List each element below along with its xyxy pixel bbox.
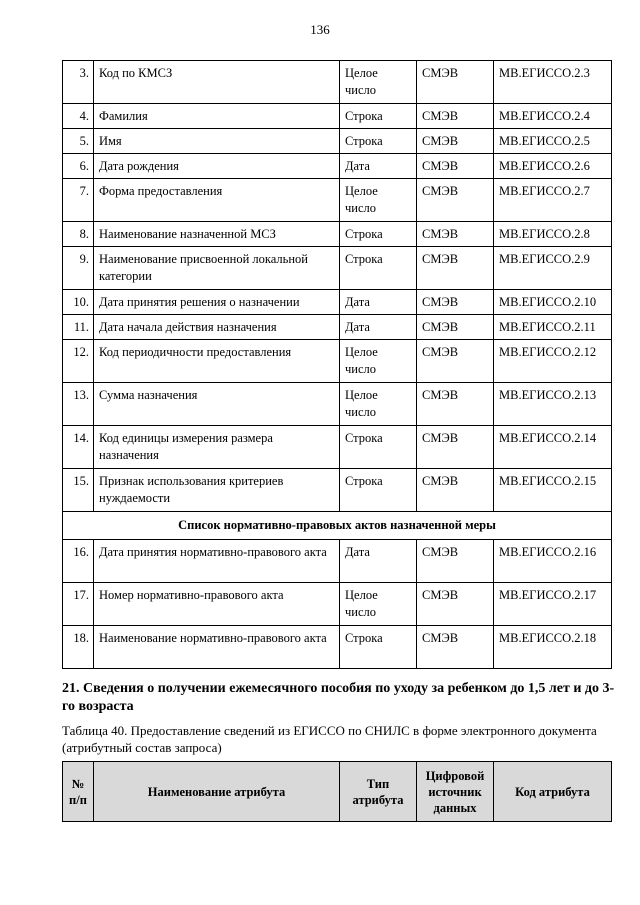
cell-source: СМЭВ bbox=[417, 315, 494, 340]
table-row bbox=[63, 426, 612, 469]
cell-code: МВ.ЕГИССО.2.9 bbox=[494, 247, 612, 290]
page-number: 136 bbox=[310, 22, 330, 37]
cell-source: СМЭВ bbox=[417, 540, 494, 583]
cell-name: Код по КМСЗ bbox=[94, 61, 340, 104]
cell-code: МВ.ЕГИССО.2.3 bbox=[494, 61, 612, 104]
cell-code: МВ.ЕГИССО.2.17 bbox=[494, 583, 612, 626]
cell-type: Целое число bbox=[340, 583, 417, 626]
cell-type: Строка bbox=[340, 129, 417, 154]
request-attributes-table bbox=[62, 761, 612, 822]
cell-type: Целое число bbox=[340, 383, 417, 426]
cell-source: СМЭВ bbox=[417, 104, 494, 129]
cell-code: МВ.ЕГИССО.2.10 bbox=[494, 290, 612, 315]
cell-name: Наименование присвоенной локальной категории bbox=[94, 247, 340, 290]
cell-num: 18. bbox=[63, 626, 94, 669]
table-row bbox=[63, 61, 612, 104]
table-row bbox=[63, 104, 612, 129]
cell-num: 3. bbox=[63, 61, 94, 104]
cell-type: Целое число bbox=[340, 179, 417, 222]
cell-name: Дата принятия нормативно-правового акта bbox=[94, 540, 340, 583]
cell-name: Код периодичности предоставления bbox=[94, 340, 340, 383]
cell-name: Дата начала действия назначения bbox=[94, 315, 340, 340]
table-row bbox=[63, 222, 612, 247]
header-code: Код атрибута bbox=[494, 762, 612, 822]
section-title: Список нормативно-правовых актов назначенной меры bbox=[63, 512, 612, 540]
cell-type: Строка bbox=[340, 626, 417, 669]
table-row bbox=[63, 290, 612, 315]
table-row bbox=[63, 247, 612, 290]
cell-num: 9. bbox=[63, 247, 94, 290]
header-source: Цифровой источник данных bbox=[417, 762, 494, 822]
section-row bbox=[63, 512, 612, 540]
cell-num: 8. bbox=[63, 222, 94, 247]
table-row bbox=[63, 315, 612, 340]
cell-name: Имя bbox=[94, 129, 340, 154]
cell-name: Признак использования критериев нуждаемости bbox=[94, 469, 340, 512]
cell-source: СМЭВ bbox=[417, 179, 494, 222]
cell-source: СМЭВ bbox=[417, 222, 494, 247]
cell-num: 6. bbox=[63, 154, 94, 179]
cell-num: 10. bbox=[63, 290, 94, 315]
cell-source: СМЭВ bbox=[417, 426, 494, 469]
cell-type: Целое число bbox=[340, 340, 417, 383]
cell-num: 15. bbox=[63, 469, 94, 512]
cell-num: 16. bbox=[63, 540, 94, 583]
cell-name: Номер нормативно-правового акта bbox=[94, 583, 340, 626]
cell-num: 7. bbox=[63, 179, 94, 222]
cell-name: Наименование нормативно-правового акта bbox=[94, 626, 340, 669]
cell-code: МВ.ЕГИССО.2.13 bbox=[494, 383, 612, 426]
cell-name: Код единицы измерения размера назначения bbox=[94, 426, 340, 469]
cell-code: МВ.ЕГИССО.2.18 bbox=[494, 626, 612, 669]
cell-code: МВ.ЕГИССО.2.11 bbox=[494, 315, 612, 340]
cell-source: СМЭВ bbox=[417, 129, 494, 154]
cell-source: СМЭВ bbox=[417, 290, 494, 315]
cell-type: Строка bbox=[340, 426, 417, 469]
header-name: Наименование атрибута bbox=[94, 762, 340, 822]
cell-code: МВ.ЕГИССО.2.8 bbox=[494, 222, 612, 247]
cell-num: 14. bbox=[63, 426, 94, 469]
cell-code: МВ.ЕГИССО.2.14 bbox=[494, 426, 612, 469]
cell-source: СМЭВ bbox=[417, 154, 494, 179]
cell-type: Целое число bbox=[340, 61, 417, 104]
cell-name: Фамилия bbox=[94, 104, 340, 129]
table-row bbox=[63, 154, 612, 179]
cell-num: 13. bbox=[63, 383, 94, 426]
cell-source: СМЭВ bbox=[417, 626, 494, 669]
cell-source: СМЭВ bbox=[417, 340, 494, 383]
cell-num: 12. bbox=[63, 340, 94, 383]
cell-type: Дата bbox=[340, 540, 417, 583]
cell-type: Строка bbox=[340, 469, 417, 512]
cell-type: Строка bbox=[340, 104, 417, 129]
cell-code: МВ.ЕГИССО.2.7 bbox=[494, 179, 612, 222]
cell-code: МВ.ЕГИССО.2.16 bbox=[494, 540, 612, 583]
cell-type: Дата bbox=[340, 315, 417, 340]
table-row bbox=[63, 383, 612, 426]
header-type: Тип атрибута bbox=[340, 762, 417, 822]
cell-code: МВ.ЕГИССО.2.6 bbox=[494, 154, 612, 179]
cell-name: Форма предоставления bbox=[94, 179, 340, 222]
table-row bbox=[63, 179, 612, 222]
cell-code: МВ.ЕГИССО.2.12 bbox=[494, 340, 612, 383]
cell-type: Дата bbox=[340, 154, 417, 179]
table-row bbox=[63, 540, 612, 583]
cell-name: Дата рождения bbox=[94, 154, 340, 179]
cell-type: Дата bbox=[340, 290, 417, 315]
cell-code: МВ.ЕГИССО.2.4 bbox=[494, 104, 612, 129]
table-header-row bbox=[63, 762, 612, 822]
cell-name: Сумма назначения bbox=[94, 383, 340, 426]
table-row bbox=[63, 340, 612, 383]
table-row bbox=[63, 469, 612, 512]
table-row bbox=[63, 583, 612, 626]
cell-num: 4. bbox=[63, 104, 94, 129]
cell-type: Строка bbox=[340, 247, 417, 290]
cell-source: СМЭВ bbox=[417, 383, 494, 426]
table-caption: Таблица 40. Предоставление сведений из ЕГИССО по СНИЛС в форме электронного документа (атрибутный состав запроса) bbox=[62, 723, 597, 755]
section-heading: 21. Сведения о получении ежемесячного пособия по уходу за ребенком до 1,5 лет и до 3-го возраста bbox=[62, 681, 615, 714]
cell-num: 17. bbox=[63, 583, 94, 626]
cell-code: МВ.ЕГИССО.2.5 bbox=[494, 129, 612, 154]
cell-num: 5. bbox=[63, 129, 94, 154]
header-num: № п/п bbox=[63, 762, 94, 822]
cell-name: Наименование назначенной МСЗ bbox=[94, 222, 340, 247]
cell-type: Строка bbox=[340, 222, 417, 247]
table-row bbox=[63, 129, 612, 154]
cell-source: СМЭВ bbox=[417, 247, 494, 290]
table-row bbox=[63, 626, 612, 669]
cell-source: СМЭВ bbox=[417, 469, 494, 512]
cell-name: Дата принятия решения о назначении bbox=[94, 290, 340, 315]
cell-source: СМЭВ bbox=[417, 583, 494, 626]
attributes-table-body bbox=[63, 61, 612, 669]
attributes-table bbox=[62, 60, 612, 669]
cell-num: 11. bbox=[63, 315, 94, 340]
cell-code: МВ.ЕГИССО.2.15 bbox=[494, 469, 612, 512]
cell-source: СМЭВ bbox=[417, 61, 494, 104]
